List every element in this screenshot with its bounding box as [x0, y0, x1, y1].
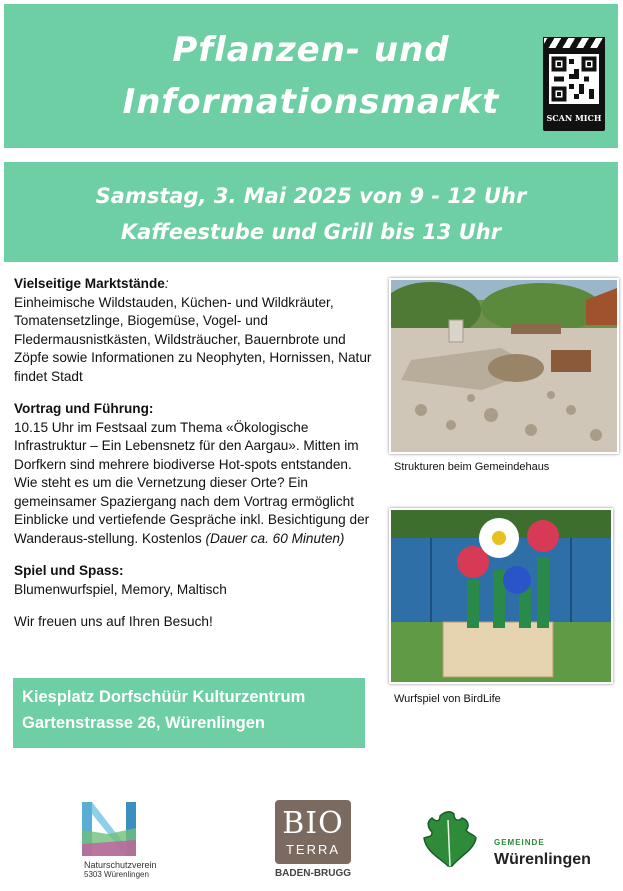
address-box [13, 678, 365, 748]
address-line-2: Gartenstrasse 26, Würenlingen [22, 714, 265, 732]
gemeinde-name: Würenlingen [494, 851, 591, 868]
info-text [14, 275, 376, 632]
qr-code-badge[interactable] [543, 37, 605, 131]
gemeinde-label: GEMEINDE [494, 838, 545, 847]
talk-text: 10.15 Uhr im Festsaal zum Thema «Ökologische Infrastruktur – Ein Lebensnetz für den Aargau». Mitten im Dorfkern sind mehrere biodiverse Hot-spots entstanden. Wie steht es um die Vernetzung dieser Orte? Ein gemeinsamer Spaziergang nach dem Vortrag ermöglicht Einblicke und vertiefende Gespräche inkl. Besichtigung der Wanderaus-stellung. Kostenlos [14, 419, 370, 546]
oak-leaf-icon [418, 808, 480, 870]
nsv-n-mark-icon [78, 800, 193, 860]
bioterra-region: BADEN-BRUGG [274, 868, 352, 879]
markets-section [14, 275, 376, 294]
clapperboard-icon [543, 37, 605, 49]
markets-text: Einheimische Wildstauden, Küchen- und Wildkräuter, Tomatensetzlinge, Biogemüse, Vogel- und Fledermausnistkästen, Wildsträucher, Bauernbrote und Zöpfe sowie Informationen zu Neophyten, Hornissen, Natur findet Stadt [14, 294, 372, 384]
photo-structures [389, 278, 619, 454]
bioterra-logo [273, 800, 353, 884]
date-line: Samstag, 3. Mai 2025 von 9 - 12 Uhr [95, 184, 527, 208]
nsv-place: 5303 Würenlingen [84, 870, 149, 879]
talk-paragraph [14, 419, 376, 549]
naturschutzverein-logo [78, 800, 193, 880]
terra-text: TERRA [285, 842, 341, 857]
title-line-2: Informationsmarkt [122, 82, 500, 122]
bio-text: BIO [282, 806, 344, 841]
markets-heading-colon: : [164, 276, 169, 291]
qr-code-icon [549, 54, 599, 104]
address-line-1: Kiesplatz Dorfschüür Kulturzentrum [22, 688, 306, 706]
title-banner [4, 4, 618, 148]
markets-heading: Vielseitige Marktstände [14, 276, 165, 291]
bioterra-badge [275, 800, 351, 864]
talk-duration: (Dauer ca. 60 Minuten) [205, 530, 345, 546]
photo-caption-1: Strukturen beim Gemeindehaus [394, 461, 550, 473]
title-line-1: Pflanzen- und [172, 30, 450, 70]
closing-text: Wir freuen uns auf Ihren Besuch! [14, 614, 213, 629]
nsv-name: Naturschutzverein [84, 860, 157, 870]
qr-label: SCAN MICH [546, 113, 602, 123]
talk-heading: Vortrag und Führung: [14, 401, 154, 416]
photo-caption-2: Wurfspiel von BirdLife [394, 693, 501, 705]
play-heading: Spiel und Spass: [14, 563, 124, 578]
photo-throw-game [389, 508, 613, 684]
date-banner [4, 162, 618, 262]
gemeinde-logo [418, 808, 613, 873]
cafe-line: Kaffeestube und Grill bis 13 Uhr [120, 220, 502, 244]
play-text: Blumenwurfspiel, Memory, Maltisch [14, 581, 227, 597]
